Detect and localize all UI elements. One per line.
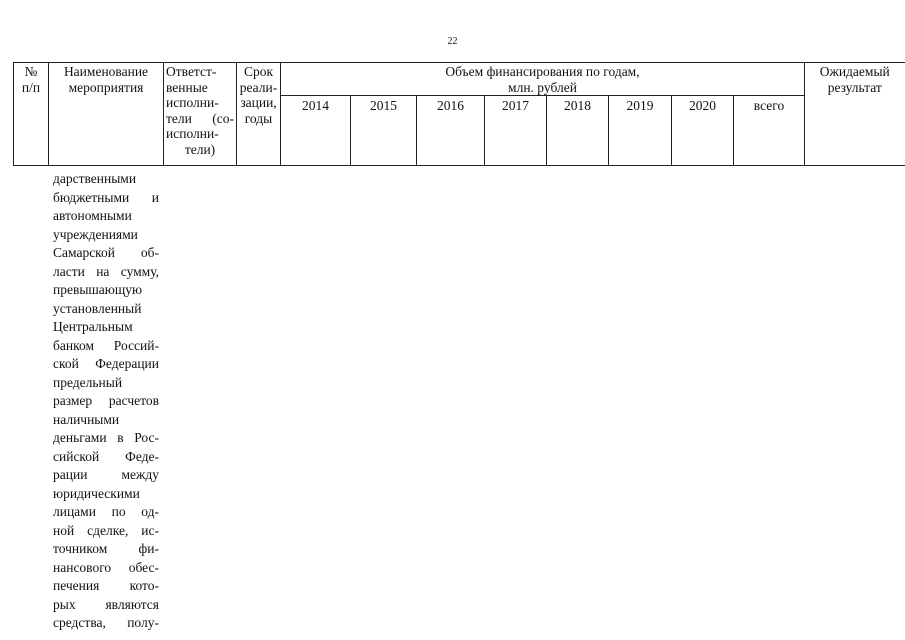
text-line: ной сделке, ис- (53, 522, 159, 538)
text-line: печения кото- (53, 578, 159, 593)
text-line: превышающую (53, 282, 143, 297)
text-line: бюджетными и (53, 189, 159, 205)
text-line: точником фи- (53, 541, 159, 556)
text-line: предельный (53, 374, 123, 390)
text-line: деньгами в Рос- (53, 430, 159, 445)
text-line: дарственными (53, 171, 137, 186)
text-line: сийской Феде- (53, 448, 159, 464)
header-number: № п/п (14, 63, 49, 166)
text-line: размер расчетов (53, 393, 159, 408)
page-number: 22 (447, 36, 458, 47)
text-line: наличными (53, 411, 120, 427)
text-line: банком Россий- (53, 337, 159, 353)
header-responsible: Ответст- венные исполни- тели (со- исполни- тели) (164, 63, 237, 166)
header-year-2015: 2015 (351, 96, 417, 166)
header-year-2017: 2017 (485, 96, 547, 166)
text-line: лицами по од- (53, 504, 159, 519)
header-financing: Объем финансирования по годам, млн. рублей (281, 63, 805, 96)
header-year-2019: 2019 (609, 96, 672, 166)
text-line: Самарской об- (53, 245, 159, 260)
text-line: ласти на сумму, (53, 263, 159, 279)
header-result: Ожидаемый результат (805, 63, 905, 166)
header-year-2018: 2018 (547, 96, 609, 166)
header-year-2016: 2016 (417, 96, 485, 166)
continuation-text (53, 170, 159, 633)
text-line: автономными (53, 208, 132, 223)
header-name: Наименование мероприятия (49, 63, 164, 166)
header-year-2020: 2020 (672, 96, 734, 166)
text-line: средства, полу- (53, 615, 159, 630)
header-term: Срок реали- зации, годы (237, 63, 281, 166)
text-line: Центральным (53, 319, 133, 334)
text-line: учреждениями (53, 226, 138, 242)
text-line: установленный (53, 300, 142, 316)
text-line: нансового обес- (53, 559, 159, 575)
text-line: ской Федерации (53, 356, 159, 371)
text-line: рации между (53, 467, 159, 482)
header-table (13, 62, 905, 166)
text-line: рых являются (53, 596, 159, 612)
header-year-2014: 2014 (281, 96, 351, 166)
text-line: юридическими (53, 485, 140, 501)
header-total: всего (734, 96, 805, 166)
